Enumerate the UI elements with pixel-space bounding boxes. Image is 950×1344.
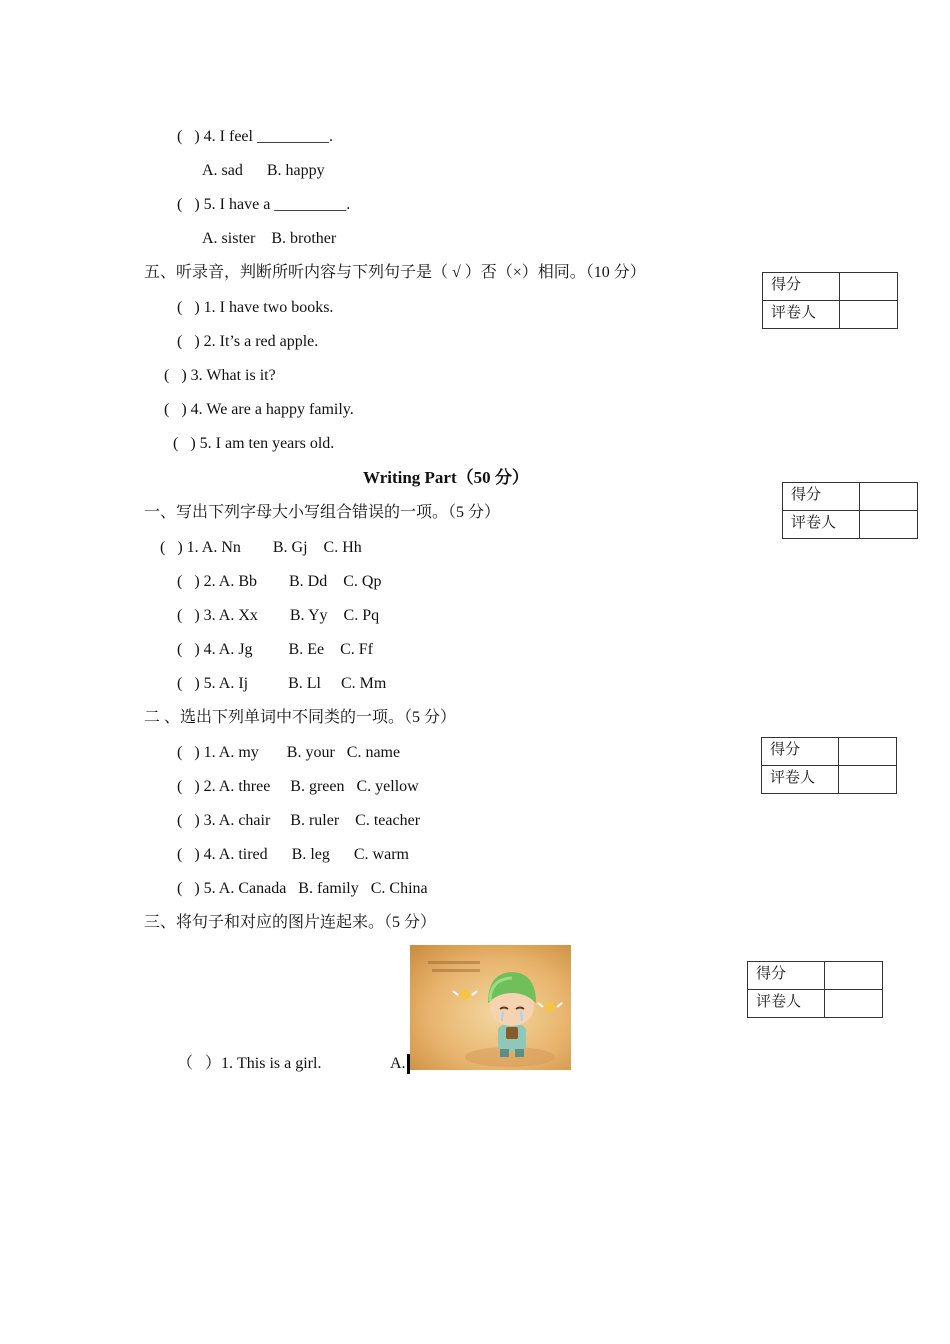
list-item: ( ) 2. A. Bb B. Dd C. Qp bbox=[177, 573, 382, 590]
section-2-heading: 二 、选出下列单词中不同类的一项。（5 分） bbox=[144, 709, 457, 726]
score-cell bbox=[840, 273, 898, 301]
score-box bbox=[747, 961, 883, 1018]
list-item: ( ) 5. A. Canada B. family C. China bbox=[177, 880, 428, 897]
section-5-heading: 五、听录音，判断所听内容与下列句子是（ √ ）否（×）相同。（10 分） bbox=[144, 264, 646, 281]
grader-cell bbox=[860, 511, 918, 539]
list-item: ( ) 1. A. Nn B. Gj C. Hh bbox=[160, 539, 362, 556]
grader-label: 评卷人 bbox=[763, 301, 840, 329]
score-cell bbox=[839, 738, 897, 766]
section-3-heading: 三、将句子和对应的图片连起来。（5 分） bbox=[144, 914, 437, 931]
list-item: ( ) 4. We are a happy family. bbox=[164, 401, 354, 418]
matching-item-1: （ ）1. This is a girl. bbox=[177, 1055, 322, 1072]
score-label: 得分 bbox=[748, 962, 825, 990]
list-item: ( ) 5. I am ten years old. bbox=[173, 435, 335, 452]
score-cell bbox=[860, 483, 918, 511]
score-box bbox=[762, 272, 898, 329]
score-label: 得分 bbox=[783, 483, 860, 511]
grader-cell bbox=[839, 766, 897, 794]
score-box bbox=[782, 482, 918, 539]
list-item: ( ) 2. A. three B. green C. yellow bbox=[177, 778, 419, 795]
grader-label: 评卷人 bbox=[783, 511, 860, 539]
option-a-label: A. bbox=[390, 1055, 406, 1072]
list-item: ( ) 3. A. chair B. ruler C. teacher bbox=[177, 812, 421, 829]
score-label: 得分 bbox=[763, 273, 840, 301]
list-item: ( ) 3. What is it? bbox=[164, 367, 276, 384]
list-item: ( ) 2. It’s a red apple. bbox=[177, 333, 319, 350]
grader-cell bbox=[825, 990, 883, 1018]
list-item: ( ) 3. A. Xx B. Yy C. Pq bbox=[177, 607, 380, 624]
crying-child-illustration bbox=[410, 945, 571, 1070]
text-cursor bbox=[407, 1054, 410, 1074]
grader-label: 评卷人 bbox=[748, 990, 825, 1018]
crying-child-picture bbox=[410, 945, 571, 1070]
score-label: 得分 bbox=[762, 738, 839, 766]
question-5: ( ) 5. I have a _________. bbox=[177, 196, 351, 213]
list-item: ( ) 4. A. tired B. leg C. warm bbox=[177, 846, 409, 863]
score-cell bbox=[825, 962, 883, 990]
question-4-options: A. sad B. happy bbox=[202, 162, 325, 179]
question-4: ( ) 4. I feel _________. bbox=[177, 128, 333, 145]
list-item: ( ) 1. A. my B. your C. name bbox=[177, 744, 401, 761]
score-box bbox=[761, 737, 897, 794]
list-item: ( ) 4. A. Jg B. Ee C. Ff bbox=[177, 641, 373, 658]
grader-cell bbox=[840, 301, 898, 329]
question-5-options: A. sister B. brother bbox=[202, 230, 337, 247]
list-item: ( ) 5. A. Ij B. Ll C. Mm bbox=[177, 675, 387, 692]
section-1-heading: 一、写出下列字母大小写组合错误的一项。（5 分） bbox=[144, 504, 501, 521]
writing-part-title: Writing Part（50 分） bbox=[363, 468, 529, 487]
list-item: ( ) 1. I have two books. bbox=[177, 299, 334, 316]
grader-label: 评卷人 bbox=[762, 766, 839, 794]
